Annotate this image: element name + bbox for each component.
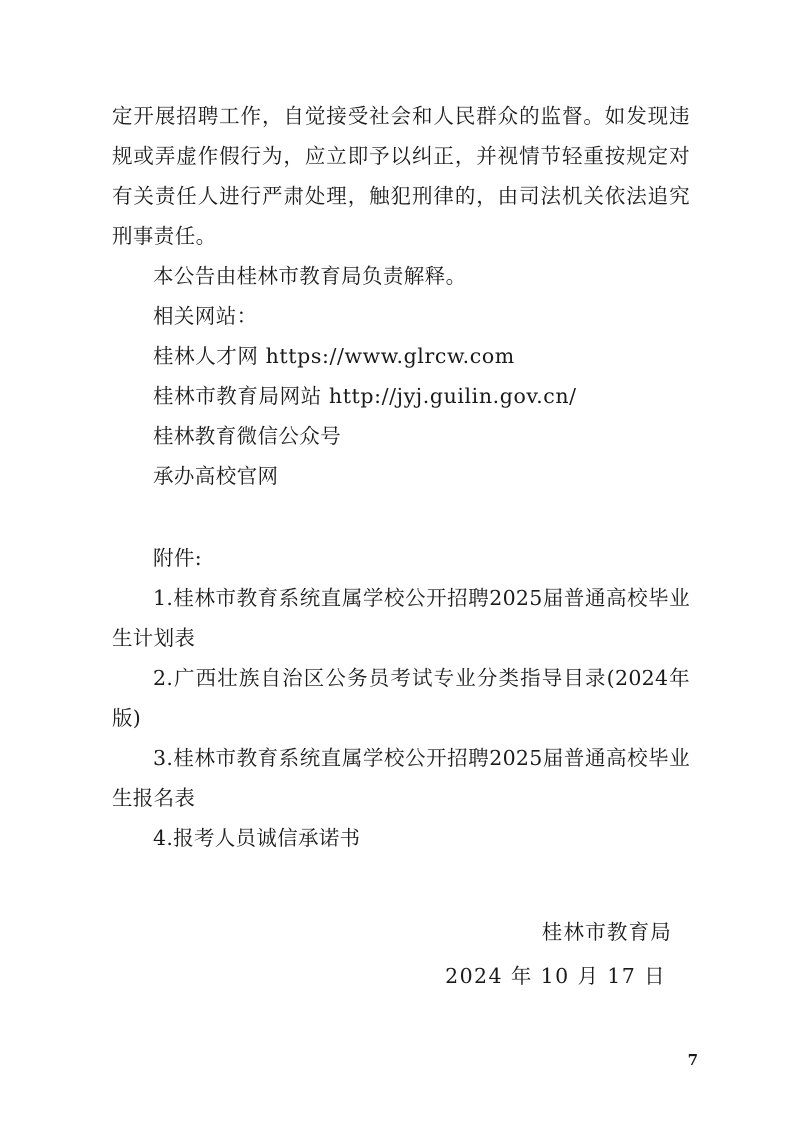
signature-date: 2024 年 10 月 17 日 <box>445 964 666 988</box>
attachments-heading: 附件: <box>153 546 203 570</box>
document-content <box>112 96 690 998</box>
paragraph-related-sites-label: 相关网站： <box>153 304 258 328</box>
attachments-list <box>112 578 690 858</box>
link-wechat-official-account: 桂林教育微信公众号 <box>153 424 342 448</box>
signature-issuer: 桂林市教育局 <box>541 920 672 944</box>
link-guilin-edu-bureau[interactable]: 桂林市教育局网站 http://jyj.guilin.gov.cn/ <box>153 384 577 408</box>
paragraph-regulations: 定开展招聘工作，自觉接受社会和人民群众的监督。如发现违规或弄虚作假行为，应立即予以纠正，并视情节轻重按规定对有关责任人进行严肃处理，触犯刑律的，由司法机关依法追究刑事责任。 <box>112 104 690 248</box>
spacer <box>112 496 690 538</box>
attachment-item[interactable]: 2.广西壮族自治区公务员考试专业分类指导目录(2024年版) <box>112 666 690 730</box>
paragraph-interpretation: 本公告由桂林市教育局负责解释。 <box>153 264 467 288</box>
link-host-university-site: 承办高校官网 <box>153 464 279 488</box>
page-number: 7 <box>687 1051 698 1069</box>
attachment-item[interactable]: 1.桂林市教育系统直属学校公开招聘2025届普通高校毕业生计划表 <box>112 586 690 650</box>
link-glrcw[interactable]: 桂林人才网 https://www.glrcw.com <box>153 344 515 368</box>
signature-block <box>112 910 690 998</box>
attachment-item[interactable]: 3.桂林市教育系统直属学校公开招聘2025届普通高校毕业生报名表 <box>112 746 690 810</box>
attachment-item[interactable]: 4.报考人员诚信承诺书 <box>153 826 361 850</box>
